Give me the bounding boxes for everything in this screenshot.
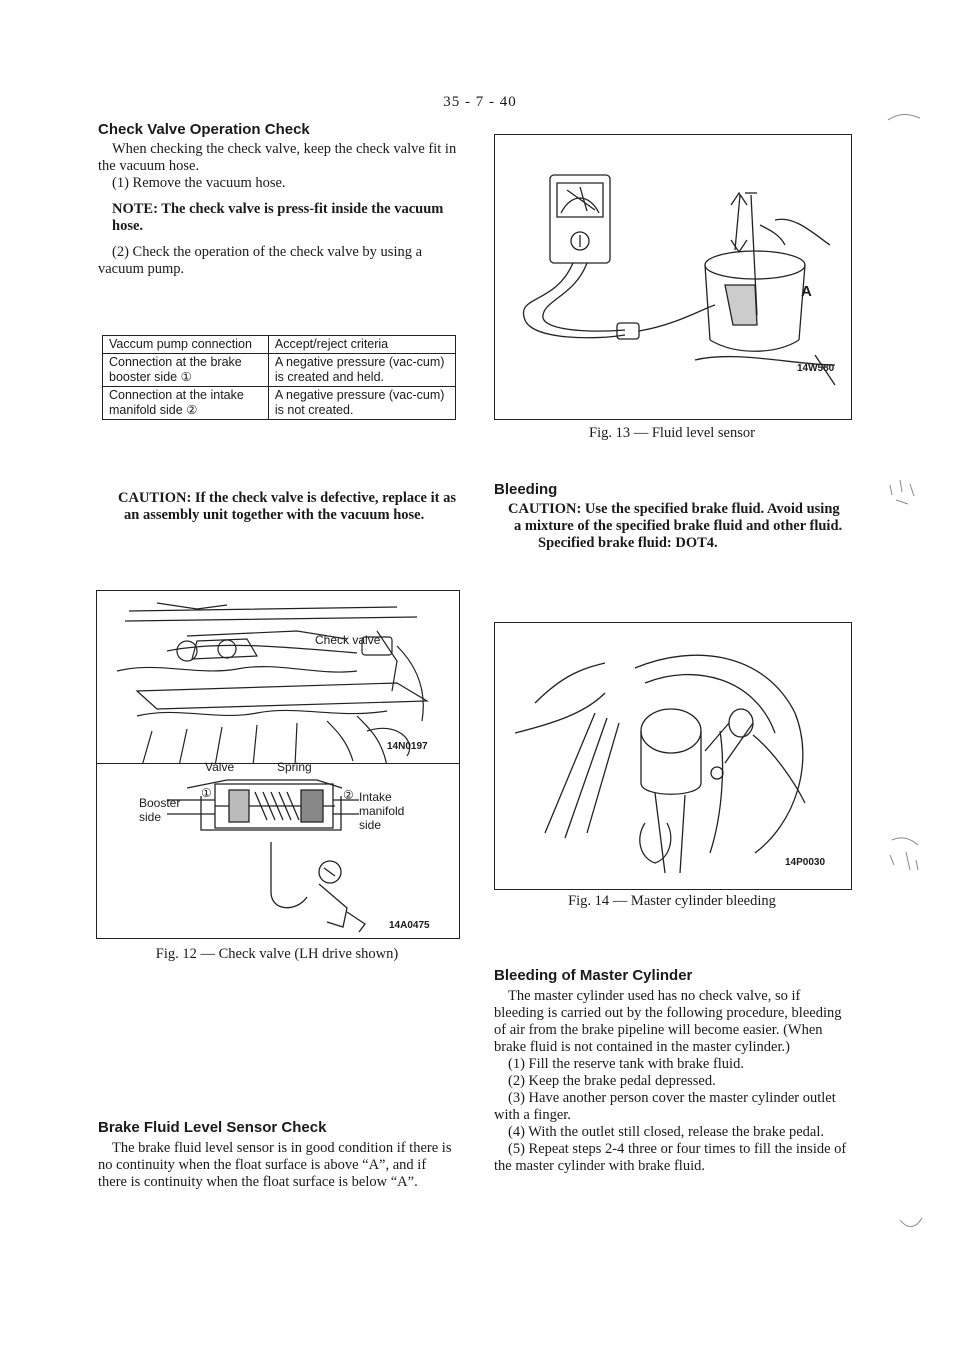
table-cell: A negative pressure (vac-cum) is not created. <box>268 387 455 420</box>
valve-section-illustration <box>97 762 459 938</box>
criteria-table <box>102 335 456 420</box>
marker-1: ① <box>201 786 212 800</box>
step: (1) Remove the vacuum hose. <box>112 175 286 191</box>
table-cell: A negative pressure (vac-cum) is created and held. <box>268 354 455 387</box>
figure-14-box <box>494 622 852 890</box>
figure-12-box <box>96 590 460 764</box>
figure-code: 14P0030 <box>785 857 826 868</box>
check-valve-section <box>98 121 458 278</box>
spec-text: Specified brake fluid: DOT4. <box>538 535 718 551</box>
step: (2) Keep the brake pedal depressed. <box>508 1073 716 1089</box>
table-header-cell: Vaccum pump connection <box>103 336 269 354</box>
paragraph: The brake fluid level sensor is in good condition if there is no continuity when the float surface is above “A”, and if there is continuity when the float surface is below “A”. <box>98 1140 452 1190</box>
table-row <box>103 387 456 420</box>
caution-text: CAUTION: Use the specified brake fluid. Avoid using a mixture of the specified brake fluid and other fluid. <box>508 501 843 534</box>
table-cell <box>103 354 269 387</box>
figure-caption: Fig. 12 — Check valve (LH drive shown) <box>155 946 399 962</box>
engine-bay-illustration <box>97 591 459 763</box>
step: (4) With the outlet still closed, release the brake pedal. <box>508 1124 825 1140</box>
valve-label: Valve <box>205 760 235 774</box>
circled-marker: ① <box>180 370 192 384</box>
cell-text: Connection at the brake booster side <box>109 355 242 384</box>
paragraph: The master cylinder used has no check valve, so if bleeding is carried out by the following procedure, bleeding of air from the brake pipeline will become easier. (When brake fluid is not contained in the master cylinder.) <box>494 988 842 1055</box>
fluid-level-section <box>98 1119 458 1191</box>
bleeding-section <box>494 481 850 552</box>
table-header-cell: Accept/reject criteria <box>268 336 455 354</box>
check-valve-cutaway <box>96 762 460 939</box>
step: (5) Repeat steps 2-4 three or four times to fill the inside of the master cylinder with brake fluid. <box>494 1141 847 1174</box>
step: (1) Fill the reserve tank with brake fluid. <box>508 1056 744 1072</box>
figure-13-box <box>494 134 852 420</box>
figure-caption: Fig. 13 — Fluid level sensor <box>589 425 755 441</box>
section-heading: Bleeding <box>494 481 558 498</box>
point-a-label: A <box>801 283 812 300</box>
cell-text: Connection at the intake manifold side <box>109 388 244 417</box>
figure-code: 14N0197 <box>387 741 428 752</box>
figure-code: 14W580 <box>797 363 835 374</box>
page-number: 35 - 7 - 40 <box>443 94 517 110</box>
circled-marker: ② <box>186 403 198 417</box>
section-heading: Bleeding of Master Cylinder <box>494 967 693 984</box>
fluid-level-sensor-illustration <box>495 135 851 419</box>
figure-caption: Fig. 14 — Master cylinder bleeding <box>568 893 776 909</box>
paragraph: When checking the check valve, keep the check valve fit in the vacuum hose. <box>98 141 457 174</box>
step: (2) Check the operation of the check valve by using a vacuum pump. <box>98 244 423 277</box>
intake-manifold-label: Intake manifold side <box>359 790 405 832</box>
note: NOTE: The check valve is press-fit inside the vacuum hose. <box>112 201 444 234</box>
step: (3) Have another person cover the master cylinder outlet with a finger. <box>494 1090 836 1123</box>
marker-2: ② <box>343 788 354 802</box>
table-row <box>103 354 456 387</box>
section-heading: Brake Fluid Level Sensor Check <box>98 1119 327 1136</box>
section-heading: Check Valve Operation Check <box>98 121 310 138</box>
booster-side-label: Booster side <box>139 796 181 824</box>
caution-text: CAUTION: If the check valve is defective, replace it as an assembly unit together with the vacuum hose. <box>118 490 456 523</box>
figure-code: 14A0475 <box>389 920 430 931</box>
table-cell <box>103 387 269 420</box>
master-cylinder-section <box>494 967 852 1175</box>
master-cylinder-illustration <box>495 623 851 889</box>
margin-marks <box>880 100 940 1250</box>
check-valve-label: Check valve <box>315 633 381 647</box>
table-header-row <box>103 336 456 354</box>
spring-label: Spring <box>277 760 312 774</box>
